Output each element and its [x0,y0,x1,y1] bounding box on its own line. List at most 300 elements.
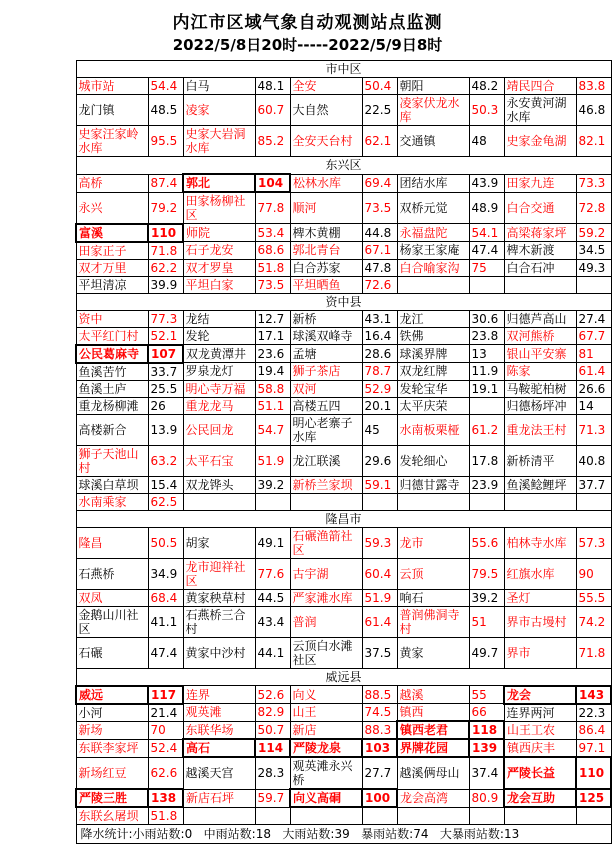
section-header: 东兴区 [76,157,611,175]
station-name-cell: 田家九连 [504,174,576,192]
station-name-cell: 银山平安寨 [504,345,576,363]
station-value-cell: 23.9 [469,476,504,493]
station-name-cell: 杨家王家庵 [397,242,469,260]
station-value-cell: 54.7 [255,414,290,445]
station-value-cell: 23.8 [469,327,504,345]
station-value-cell: 48.5 [148,95,183,126]
station-value-cell: 52.6 [255,686,290,704]
station-value-cell: 71.8 [148,242,183,260]
station-value-cell: 59.2 [576,224,611,242]
section-header: 市中区 [76,61,611,78]
station-value-cell: 16.4 [362,327,397,345]
station-value-cell: 68.6 [255,242,290,260]
station-value-cell: 13 [469,345,504,363]
station-row [76,174,611,192]
station-name-cell: 新桥兰家坝 [290,476,362,493]
station-name-cell: 太平庆荣 [397,397,469,414]
station-name-cell: 界市 [504,637,576,668]
station-name-cell: 新桥 [290,310,362,327]
station-row [76,380,611,397]
station-value-cell: 51.9 [362,589,397,606]
station-name-cell: 白合石冲 [504,259,576,276]
station-name-cell: 发轮细心 [397,445,469,476]
station-name-cell: 龙会高湾 [397,789,469,807]
station-value-cell: 14 [576,397,611,414]
station-name-cell: 明心寺万福 [183,380,255,397]
station-name-cell: 严陵长益 [504,757,576,789]
station-name-cell: 发轮 [183,327,255,345]
station-row [76,276,611,293]
station-value-cell: 11.9 [469,363,504,381]
station-name-cell: 严陵龙泉 [290,739,362,757]
station-value-cell: 114 [255,739,290,757]
station-value-cell: 58.8 [255,380,290,397]
station-name-cell: 平坦白家 [183,276,255,293]
station-value-cell: 73.3 [576,174,611,192]
station-value-cell: 30.6 [469,310,504,327]
station-value-cell: 47.4 [148,637,183,668]
station-value-cell: 72.6 [362,276,397,293]
station-name-cell: 全安 [290,78,362,95]
section-header: 隆昌市 [76,510,611,527]
station-name-cell: 球溪双峰寺 [290,327,362,345]
station-name-cell [183,807,255,825]
station-name-cell: 柏林寺水库 [504,527,576,558]
station-name-cell: 威远 [76,686,148,704]
station-name-cell: 严家滩水库 [290,589,362,606]
station-value-cell [469,807,504,825]
station-row [76,789,611,807]
station-value-cell: 43.1 [362,310,397,327]
station-row [76,637,611,668]
station-value-cell: 143 [576,686,611,704]
station-value-cell: 48.2 [469,78,504,95]
station-name-cell: 球溪界牌 [397,345,469,363]
station-name-cell: 鱼溪鲶鲤坪 [504,476,576,493]
station-name-cell: 普润 [290,606,362,637]
station-row [76,739,611,757]
station-row [76,558,611,589]
station-row [76,192,611,224]
station-value-cell: 22.5 [362,95,397,126]
station-name-cell: 高桥 [76,174,148,192]
station-value-cell: 59.3 [362,527,397,558]
station-value-cell: 86.4 [576,721,611,739]
station-value-cell: 62.1 [362,126,397,157]
station-name-cell: 龙江 [397,310,469,327]
station-row [76,363,611,381]
report-time-range: 2022/5/8日20时-----2022/5/9日8时 [172,36,443,54]
station-name-cell: 松林水库 [290,174,362,192]
station-name-cell: 鱼溪土庐 [76,380,148,397]
station-value-cell: 27.7 [362,757,397,789]
station-name-cell: 向义高硐 [290,789,362,807]
station-value-cell: 90 [576,558,611,589]
station-value-cell: 107 [148,345,183,363]
station-name-cell: 界市古墁村 [504,606,576,637]
station-name-cell: 太平石宝 [183,445,255,476]
station-name-cell: 山王工农 [504,721,576,739]
station-name-cell: 云顶白水滩社区 [290,637,362,668]
station-value-cell: 78.7 [362,363,397,381]
station-name-cell: 越溪天宫 [183,757,255,789]
station-name-cell: 白合交通 [504,192,576,224]
station-name-cell: 朝阳 [397,78,469,95]
station-name-cell: 狮子天池山村 [76,445,148,476]
station-value-cell: 48.9 [469,192,504,224]
station-name-cell: 水南乘家 [76,493,148,510]
station-name-cell: 公民葛麻寺 [76,345,148,363]
station-row [76,445,611,476]
station-value-cell: 61.2 [469,414,504,445]
station-value-cell: 87.4 [148,174,183,192]
station-value-cell: 52.1 [148,327,183,345]
station-value-cell: 47.4 [469,242,504,260]
station-name-cell: 龙结 [183,310,255,327]
station-name-cell: 双河 [290,380,362,397]
station-value-cell: 25.5 [148,380,183,397]
station-name-cell: 镇西庆丰 [504,739,576,757]
station-value-cell: 74.2 [576,606,611,637]
station-value-cell: 39.2 [255,476,290,493]
section-header: 资中县 [76,293,611,310]
station-row [76,757,611,789]
station-value-cell: 50.3 [469,95,504,126]
station-name-cell: 永兴 [76,192,148,224]
station-value-cell: 110 [576,757,611,789]
station-value-cell: 70 [148,721,183,739]
station-name-cell: 公民回龙 [183,414,255,445]
station-value-cell [255,807,290,825]
station-value-cell: 85.2 [255,126,290,157]
station-name-cell: 郭北 [183,174,255,192]
station-value-cell [469,397,504,414]
station-name-cell: 凌家伏龙水库 [397,95,469,126]
station-row [76,126,611,157]
station-name-cell: 圣灯 [504,589,576,606]
station-name-cell: 越溪俩母山 [397,757,469,789]
station-value-cell: 46.8 [576,95,611,126]
station-name-cell: 新场 [76,721,148,739]
station-name-cell: 新店石坪 [183,789,255,807]
station-value-cell: 67.7 [576,327,611,345]
station-row [76,704,611,722]
station-name-cell: 新场红豆 [76,757,148,789]
station-row [76,686,611,704]
station-row [76,476,611,493]
station-name-cell: 隆昌 [76,527,148,558]
station-name-cell: 全安天台村 [290,126,362,157]
station-name-cell: 明心老寨子水库 [290,414,362,445]
station-name-cell: 响石 [397,589,469,606]
station-value-cell: 79.5 [469,558,504,589]
station-row [76,527,611,558]
station-value-cell: 44.5 [255,589,290,606]
station-value-cell: 81 [576,345,611,363]
station-value-cell: 33.7 [148,363,183,381]
station-value-cell: 74.5 [362,704,397,722]
station-name-cell: 球溪白草坝 [76,476,148,493]
station-name-cell: 铁佛 [397,327,469,345]
station-name-cell: 龙江联溪 [290,445,362,476]
station-name-cell: 田家杨柳社区 [183,192,255,224]
station-value-cell: 55 [469,686,504,704]
station-value-cell: 95.5 [148,126,183,157]
station-name-cell: 白合喻家沟 [397,259,469,276]
station-value-cell: 72.8 [576,192,611,224]
station-name-cell: 观英滩 [183,704,255,722]
station-value-cell: 51.8 [255,259,290,276]
station-value-cell: 117 [148,686,183,704]
station-name-cell: 郭北青台 [290,242,362,260]
station-name-cell: 罗泉龙灯 [183,363,255,381]
station-name-cell: 椑木新渡 [504,242,576,260]
station-value-cell: 51 [469,606,504,637]
station-value-cell: 82.9 [255,704,290,722]
station-value-cell: 104 [255,174,290,192]
station-name-cell: 发轮宝华 [397,380,469,397]
station-name-cell: 归德甘露寺 [397,476,469,493]
station-value-cell [576,493,611,510]
station-name-cell: 观英滩永兴桥 [290,757,362,789]
station-value-cell [362,807,397,825]
station-row [76,589,611,606]
station-value-cell [255,493,290,510]
station-value-cell: 50.5 [148,527,183,558]
station-name-cell [397,276,469,293]
station-value-cell: 62.5 [148,493,183,510]
station-value-cell: 88.3 [362,721,397,739]
station-row [76,721,611,739]
station-row [76,259,611,276]
station-name-cell: 孟塘 [290,345,362,363]
station-name-cell: 归德芦高山 [504,310,576,327]
station-value-cell: 39.2 [469,589,504,606]
station-value-cell: 61.4 [576,363,611,381]
station-value-cell: 26 [148,397,183,414]
station-value-cell: 71.3 [576,414,611,445]
station-name-cell: 新店 [290,721,362,739]
station-name-cell: 红旗水库 [504,558,576,589]
station-name-cell: 金鹅山川社区 [76,606,148,637]
station-name-cell: 龙市迎祥社区 [183,558,255,589]
station-row [76,224,611,242]
station-value-cell: 77.6 [255,558,290,589]
station-name-cell [504,807,576,825]
station-name-cell: 连界 [183,686,255,704]
station-name-cell: 东联幺屠坝 [76,807,148,825]
station-value-cell: 67.1 [362,242,397,260]
station-name-cell: 资中 [76,310,148,327]
station-name-cell: 石燕桥 [76,558,148,589]
station-value-cell: 37.7 [576,476,611,493]
station-value-cell: 21.4 [148,704,183,722]
station-name-cell: 双河熊桥 [504,327,576,345]
station-name-cell: 史家大岩洞水库 [183,126,255,157]
station-value-cell: 17.1 [255,327,290,345]
station-value-cell: 52.9 [362,380,397,397]
station-value-cell: 55.6 [469,527,504,558]
station-name-cell: 狮子茶店 [290,363,362,381]
section-header: 威远县 [76,668,611,686]
station-name-cell: 胡家 [183,527,255,558]
station-value-cell: 52.4 [148,739,183,757]
station-name-cell: 小河 [76,704,148,722]
station-value-cell: 71.8 [576,637,611,668]
station-value-cell: 19.4 [255,363,290,381]
station-name-cell: 椑木黄棚 [290,224,362,242]
station-name-cell: 龙会互助 [504,789,576,807]
station-value-cell: 75 [469,259,504,276]
station-value-cell: 48.1 [255,78,290,95]
station-value-cell: 17.8 [469,445,504,476]
station-value-cell: 77.8 [255,192,290,224]
station-name-cell: 普润佛洞寺村 [397,606,469,637]
station-value-cell [469,276,504,293]
station-name-cell: 史家汪家岭水库 [76,126,148,157]
station-name-cell: 交通镇 [397,126,469,157]
station-value-cell: 69.4 [362,174,397,192]
station-value-cell: 39.9 [148,276,183,293]
station-value-cell: 55.5 [576,589,611,606]
station-value-cell: 103 [362,739,397,757]
station-value-cell: 118 [469,721,504,739]
station-name-cell [183,493,255,510]
station-name-cell: 太平红门村 [76,327,148,345]
station-value-cell: 62.6 [148,757,183,789]
section-row [76,61,611,78]
station-value-cell: 60.4 [362,558,397,589]
station-name-cell: 重龙法王村 [504,414,576,445]
station-value-cell: 59.7 [255,789,290,807]
station-name-cell: 重龙杨柳滩 [76,397,148,414]
station-name-cell: 重龙龙马 [183,397,255,414]
station-name-cell: 龙会 [504,686,576,704]
station-value-cell: 51.9 [255,445,290,476]
station-value-cell: 28.3 [255,757,290,789]
station-name-cell: 黄家中沙村 [183,637,255,668]
station-value-cell: 20.1 [362,397,397,414]
station-name-cell: 东联华场 [183,721,255,739]
station-name-cell: 平坦清凉 [76,276,148,293]
station-value-cell: 61.4 [362,606,397,637]
station-name-cell: 石碾 [76,637,148,668]
station-value-cell: 54.4 [148,78,183,95]
station-name-cell: 平坦晒鱼 [290,276,362,293]
station-value-cell: 73.5 [362,192,397,224]
station-name-cell: 富溪 [76,224,148,242]
station-value-cell: 45 [362,414,397,445]
station-value-cell: 15.4 [148,476,183,493]
station-name-cell: 龙门镇 [76,95,148,126]
station-value-cell: 66 [469,704,504,722]
station-value-cell: 59.1 [362,476,397,493]
station-name-cell: 陈家 [504,363,576,381]
station-value-cell: 27.4 [576,310,611,327]
station-name-cell: 黄家 [397,637,469,668]
station-name-cell: 归德杨坪冲 [504,397,576,414]
station-value-cell: 100 [362,789,397,807]
station-value-cell: 57.3 [576,527,611,558]
station-value-cell: 53.4 [255,224,290,242]
station-name-cell: 双龙铧头 [183,476,255,493]
station-name-cell: 永安黄河湖水库 [504,95,576,126]
station-name-cell: 白马 [183,78,255,95]
station-name-cell: 越溪 [397,686,469,704]
station-value-cell: 22.3 [576,704,611,722]
station-value-cell: 43.9 [469,174,504,192]
station-value-cell: 125 [576,789,611,807]
station-value-cell: 138 [148,789,183,807]
station-value-cell: 43.4 [255,606,290,637]
station-name-cell: 马鞍驼柏树 [504,380,576,397]
station-value-cell: 12.7 [255,310,290,327]
station-name-cell: 高石 [183,739,255,757]
station-row [76,807,611,825]
station-name-cell: 白合苏家 [290,259,362,276]
station-name-cell: 古宇湖 [290,558,362,589]
station-name-cell: 高楼五四 [290,397,362,414]
station-value-cell: 40.8 [576,445,611,476]
station-name-cell: 界牌花园 [397,739,469,757]
station-value-cell: 34.9 [148,558,183,589]
station-value-cell: 79.2 [148,192,183,224]
station-name-cell: 双才万里 [76,259,148,276]
station-name-cell: 双凤 [76,589,148,606]
station-name-cell: 镇西 [397,704,469,722]
station-name-cell: 龙市 [397,527,469,558]
stations-table [75,60,612,844]
station-value-cell: 23.6 [255,345,290,363]
station-value-cell: 13.9 [148,414,183,445]
station-value-cell: 19.1 [469,380,504,397]
section-row [76,157,611,175]
station-name-cell [290,807,362,825]
station-value-cell [576,276,611,293]
station-row [76,345,611,363]
station-row [76,327,611,345]
station-row [76,414,611,445]
station-name-cell [290,493,362,510]
station-value-cell: 41.1 [148,606,183,637]
station-name-cell: 石燕桥三合村 [183,606,255,637]
station-name-cell: 高楼新合 [76,414,148,445]
section-row [76,293,611,310]
station-name-cell: 团结水库 [397,174,469,192]
station-row [76,493,611,510]
station-row [76,310,611,327]
section-row [76,510,611,527]
station-value-cell: 47.8 [362,259,397,276]
station-row [76,78,611,95]
station-value-cell: 44.8 [362,224,397,242]
station-name-cell: 严陵三胜 [76,789,148,807]
station-name-cell: 田家正子 [76,242,148,260]
station-name-cell [504,493,576,510]
station-name-cell: 双才罗皇 [183,259,255,276]
station-value-cell: 37.4 [469,757,504,789]
station-value-cell [469,493,504,510]
station-name-cell: 镇西老君 [397,721,469,739]
station-name-cell: 城市站 [76,78,148,95]
station-name-cell: 双龙红牌 [397,363,469,381]
station-name-cell: 顺河 [290,192,362,224]
station-value-cell: 60.7 [255,95,290,126]
station-value-cell: 62.2 [148,259,183,276]
station-value-cell: 77.3 [148,310,183,327]
station-value-cell: 44.1 [255,637,290,668]
station-value-cell: 110 [148,224,183,242]
